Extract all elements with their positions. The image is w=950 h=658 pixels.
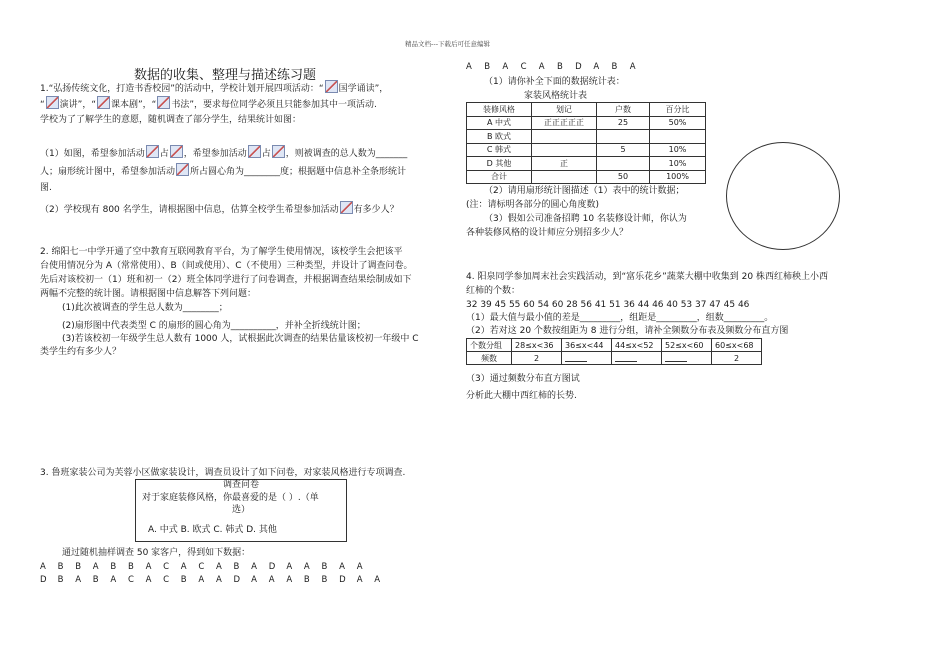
activity-image-icon	[340, 201, 353, 214]
table-cell: B 欧式	[467, 130, 532, 144]
table-header-cell: 户数	[597, 103, 650, 117]
data-letter: A	[356, 562, 363, 572]
table-cell: 5	[597, 143, 650, 157]
table-cell: D 其他	[467, 157, 532, 171]
table-cell	[532, 143, 597, 157]
data-letter: A	[339, 562, 345, 572]
data-letter: A	[251, 575, 257, 585]
activity-image-icon	[46, 96, 59, 109]
q1-text: 国学诵读”，	[338, 84, 389, 94]
q1-text: 占	[261, 149, 271, 159]
q1-text: 占	[159, 149, 169, 159]
q3-note: (注：请标明各部分的圆心角度数)	[466, 200, 600, 210]
data-letter: A	[110, 575, 117, 585]
data-letter: C	[163, 562, 170, 572]
q1-text: 演讲”，“	[59, 100, 96, 110]
freq-cell	[612, 352, 662, 365]
data-letter: A	[629, 62, 636, 72]
q2-line5: (1)此次被调查的学生总人数为________；	[62, 303, 228, 313]
q4-numbers: 32 39 45 55 60 54 60 28 56 41 51 36 44 46 40 53 37 47 45 46	[466, 300, 750, 310]
data-letter: A	[251, 562, 257, 572]
q4-sub3: （3）通过频数分布直方图试	[466, 374, 580, 384]
table-cell: 合计	[467, 170, 532, 184]
q1-text: ，希望参加活动	[183, 149, 247, 159]
q1-line6: 图.	[40, 183, 52, 193]
q1-text: 书法”，要求每位同学必须且只能参加其中一项活动.	[171, 100, 377, 110]
data-letter: D	[40, 575, 47, 585]
table-header-cell: 装修风格	[467, 103, 532, 117]
data-letter: A	[286, 562, 293, 572]
activity-image-icon	[97, 96, 110, 109]
table-cell	[597, 130, 650, 144]
table-cell	[650, 130, 706, 144]
q3-sub2: （2）请用扇形统计图描述（1）表中的统计数据；	[484, 186, 685, 196]
q1-text: 1.“弘扬传统文化，打造书香校园”的活动中，学校计划开展四项活动：“	[40, 84, 324, 94]
data-letter: C	[198, 562, 205, 572]
data-letter: A	[180, 562, 187, 572]
data-letter: B	[484, 62, 491, 72]
freq-header-cell: 52≤x<60	[662, 339, 712, 352]
q2-line2: 台使用情况分为 A（常常使用）、B（间或使用）、C（不使用）三种类型，并设计了调查问卷。	[40, 261, 413, 271]
freq-header-cell: 28≤x<36	[512, 339, 562, 352]
q2-line8: 类学生约有多少人？	[40, 347, 122, 357]
answer-blank[interactable]	[665, 352, 687, 362]
activity-image-icon	[272, 145, 285, 158]
frequency-table	[466, 338, 762, 365]
data-letter: C	[520, 62, 527, 72]
survey-question: 对于家庭装修风格，你最喜爱的是（ ）.（单	[142, 493, 319, 503]
q3-sub1: （1）请你补全下面的数据统计表：	[484, 77, 625, 87]
q1-text: 所占圆心角为________度；根据题中信息补全条形统计	[190, 167, 407, 177]
table-cell: A 中式	[467, 116, 532, 130]
survey-options: A. 中式 B. 欧式 C. 韩式 D. 其他	[148, 525, 277, 535]
data-letter: B	[75, 562, 82, 572]
q1-line3: 学校为了了解学生的意愿，随机调查了部分学生，结果统计如图：	[40, 115, 302, 125]
table-cell	[532, 130, 597, 144]
data-letter: A	[215, 575, 222, 585]
data-letter: B	[556, 62, 563, 72]
data-letter: A	[92, 562, 99, 572]
data-letter: A	[145, 575, 152, 585]
table-row	[467, 143, 706, 157]
q1-text: （1）如图，希望参加活动	[40, 149, 145, 159]
q1-text: 人；扇形统计图中，希望参加活动	[40, 167, 176, 177]
q1-text: “	[40, 100, 45, 110]
freq-label-cell: 频数	[467, 352, 512, 365]
table-cell: 正正正正正	[532, 116, 597, 130]
data-letter: B	[57, 562, 64, 572]
q1-line5	[40, 163, 406, 180]
page-title: 数据的收集、整理与描述练习题	[134, 68, 317, 83]
data-letter: A	[215, 562, 222, 572]
data-letter: B	[57, 575, 64, 585]
data-letter: A	[268, 575, 275, 585]
table-cell: 100%	[650, 170, 706, 184]
activity-image-icon	[325, 80, 338, 93]
table-header-cell: 划记	[532, 103, 597, 117]
q2-line7: (3)若该校初一年级学生总人数有 1000 人，试根据此次调查的结果估量该校初一年级中 C	[62, 334, 419, 344]
q1-line4	[40, 145, 407, 162]
freq-header-cell: 60≤x<68	[712, 339, 762, 352]
data-letter: D	[233, 575, 241, 585]
freq-header-cell: 个数分组	[467, 339, 512, 352]
q3-sub3-cont: 各种装修风格的设计师应分别招多少人？	[466, 228, 629, 238]
data-letter: B	[303, 575, 310, 585]
freq-header-row	[467, 339, 762, 352]
data-letter: C	[163, 575, 170, 585]
q2-line4: 两幅不完整的统计图。请根据图中信息解答下列问题：	[40, 289, 257, 299]
table-header-cell: 百分比	[650, 103, 706, 117]
data-letter: A	[374, 575, 381, 585]
q1-line1	[40, 80, 388, 97]
q1-text: ，则被调查的总人数为_______	[285, 149, 408, 159]
q4-sub2: （2）若对这 20 个数按组距为 8 进行分组，请补全频数分布表及频数分布直方图	[466, 326, 789, 336]
table-cell: 10%	[650, 157, 706, 171]
table-header-row	[467, 103, 706, 117]
table-title: 家装风格统计表	[524, 91, 588, 101]
table-cell: 50	[597, 170, 650, 184]
table-row	[467, 170, 706, 184]
table-cell: 正	[532, 157, 597, 171]
table-cell	[532, 170, 597, 184]
data-letter: A	[502, 62, 509, 72]
freq-row	[467, 352, 762, 365]
q4-line2: 红柿的个数：	[466, 286, 521, 296]
freq-cell: 2	[712, 352, 762, 365]
data-letter: C	[127, 575, 134, 585]
q2-line1: 2. 绵阳七一中学开通了空中教育互联网教育平台，为了解学生使用情况，该校学生会把该平	[40, 247, 403, 257]
data-letter: A	[40, 562, 46, 572]
data-letter: B	[180, 575, 187, 585]
q2-line6: (2)扇形图中代表类型 C 的扇形的圆心角为__________，并补全折线统计图；	[62, 321, 366, 331]
q1-text: （2）学校现有 800 名学生，请根据图中信息，估算全校学生希望参加活动	[40, 205, 339, 215]
activity-image-icon	[157, 96, 170, 109]
data-letter: A	[198, 575, 205, 585]
table-cell: C 韩式	[467, 143, 532, 157]
pie-chart-circle	[726, 142, 840, 250]
table-cell: 50%	[650, 116, 706, 130]
style-stats-table	[466, 102, 706, 184]
table-row	[467, 116, 706, 130]
data-letter: A	[286, 575, 293, 585]
answer-blank[interactable]	[565, 352, 587, 362]
data-letter: B	[321, 575, 328, 585]
freq-cell: 2	[512, 352, 562, 365]
data-row-3	[466, 62, 648, 72]
data-letter: A	[466, 62, 472, 72]
q1-line7	[40, 201, 399, 218]
data-letter: A	[75, 575, 82, 585]
table-row	[467, 157, 706, 171]
activity-image-icon	[170, 145, 183, 158]
answer-blank[interactable]	[615, 352, 637, 362]
data-row-2	[40, 575, 392, 585]
q4-sub1: （1）最大值与最小值的差是_________，组距是_________，组数_________。	[466, 313, 774, 323]
freq-cell	[562, 352, 612, 365]
q3-line1: 3. 鲁班家装公司为芙蓉小区做家装设计，调查员设计了如下问卷，对家装风格进行专项调查.	[40, 468, 406, 478]
data-letter: A	[538, 62, 545, 72]
freq-header-cell: 44≤x<52	[612, 339, 662, 352]
data-letter: A	[145, 562, 152, 572]
survey-box	[135, 479, 347, 542]
table-cell: 10%	[650, 143, 706, 157]
freq-header-cell: 36≤x<44	[562, 339, 612, 352]
page-header: 精品文档---下载后可任意编辑	[405, 40, 491, 48]
activity-image-icon	[248, 145, 261, 158]
data-letter: B	[321, 562, 328, 572]
data-letter: A	[303, 562, 310, 572]
table-row	[467, 130, 706, 144]
data-letter: A	[356, 575, 363, 585]
data-row-1	[40, 562, 374, 572]
data-letter: B	[127, 562, 134, 572]
data-letter: B	[611, 62, 618, 72]
q3-sub3: （3）假如公司准备招聘 10 名装修设计师，你认为	[484, 214, 687, 224]
sample-text: 通过随机抽样调查 50 家客户，得到如下数据：	[62, 548, 251, 558]
data-letter: B	[92, 575, 99, 585]
q1-line2	[40, 96, 377, 113]
q1-text: 有多少人？	[353, 205, 399, 215]
data-letter: D	[268, 562, 276, 572]
data-letter: B	[233, 562, 240, 572]
table-cell: 25	[597, 116, 650, 130]
data-letter: D	[339, 575, 346, 585]
data-letter: A	[593, 62, 600, 72]
survey-question-cont: 选）	[231, 505, 250, 515]
q2-line3: 先后对该校初一（1）班和初一（2）班全体同学进行了问卷调查，并根据调查结果绘制成如下	[40, 275, 412, 285]
activity-image-icon	[146, 145, 159, 158]
data-letter: D	[575, 62, 582, 72]
data-letter: B	[110, 562, 117, 572]
q4-line1: 4. 阳泉同学参加周末社会实践活动，到“富乐花乡”蔬菜大棚中收集到 20 株西红柿秧上小西	[466, 272, 828, 282]
survey-title: 调查问卷	[222, 480, 259, 490]
freq-cell	[662, 352, 712, 365]
q1-text: 课本剧”，“	[111, 100, 157, 110]
activity-image-icon	[176, 163, 189, 176]
q4-sub4: 分析此大棚中西红柿的长势.	[466, 391, 577, 401]
table-cell	[597, 157, 650, 171]
